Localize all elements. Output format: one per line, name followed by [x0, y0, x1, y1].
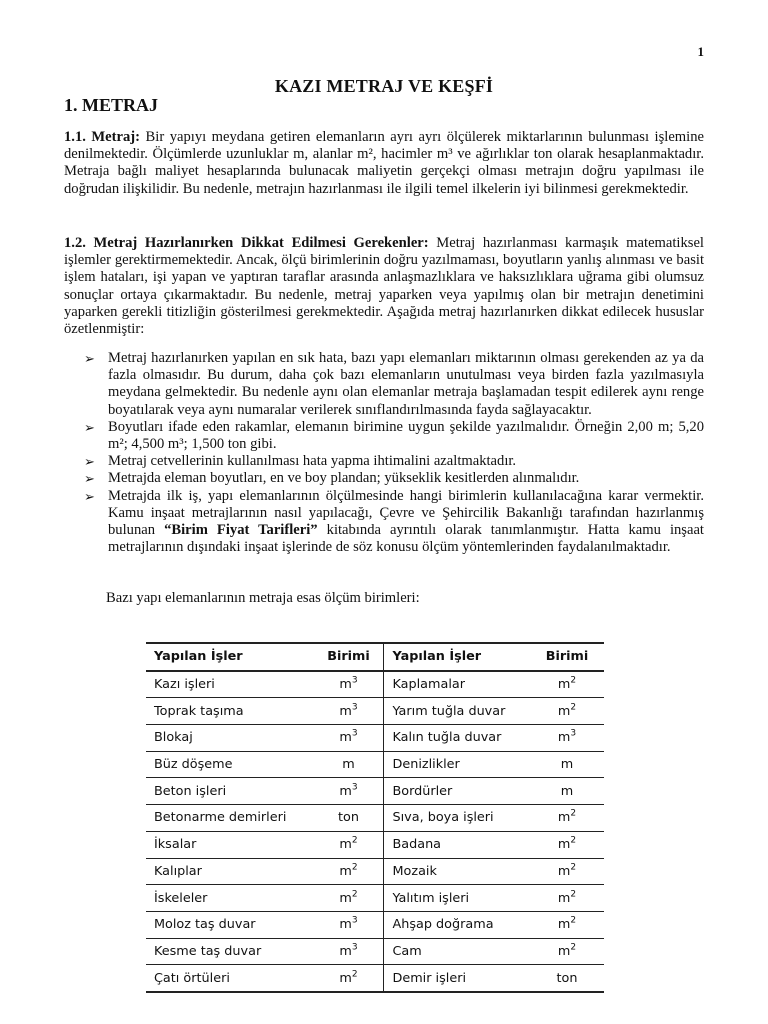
- work-unit: m: [313, 751, 384, 778]
- paragraph-considerations: [64, 235, 704, 338]
- list-item: [84, 453, 704, 470]
- work-unit: $m^2$: [313, 858, 384, 885]
- page-number: 1: [697, 44, 704, 59]
- column-header-works: Yapılan İşler: [384, 643, 530, 671]
- work-name: Mozaik: [384, 858, 530, 885]
- book-title: “Birim Fiyat Tarifleri”: [164, 522, 318, 539]
- work-name: Sıva, boya işleri: [384, 805, 530, 832]
- work-unit: $m^3$: [313, 911, 384, 938]
- work-name: İksalar: [146, 831, 313, 858]
- table-intro: Bazı yapı elemanlarının metraja esas ölçüm birimleri:: [106, 590, 420, 606]
- work-name: Toprak taşıma: [146, 698, 313, 725]
- work-unit: $m^2$: [313, 831, 384, 858]
- work-unit: $m^3$: [313, 778, 384, 805]
- paragraph-label: 1.1. Metraj:: [64, 129, 141, 145]
- work-unit: $m^3$: [313, 698, 384, 725]
- list-item: [84, 419, 704, 453]
- list-item-text: Boyutları ifade eden rakamlar, elemanın birimine uygun şekilde yazılmalıdır. Örneğin 2,00 m; 5,20 m²; 4,500 m³; 1,500 ton gibi.: [108, 418, 704, 453]
- list-item-text: Metraj cetvellerinin kullanılması hata yapma ihtimalini azaltmaktadır.: [108, 453, 517, 470]
- table-row: [146, 965, 604, 992]
- work-unit: $m^3$: [313, 725, 384, 752]
- work-name: Kalın tuğla duvar: [384, 725, 530, 752]
- section-heading: 1. METRAJ: [64, 95, 158, 115]
- paragraph-label: 1.2. Metraj Hazırlanırken Dikkat Edilmesi Gerekenler:: [64, 235, 429, 251]
- list-item-text: Metrajda eleman boyutları, en ve boy plandan; yükseklik kesitlerden alınmalıdır.: [108, 470, 580, 487]
- column-header-unit: Birimi: [313, 643, 384, 671]
- work-unit: ton: [530, 965, 604, 992]
- work-name: Badana: [384, 831, 530, 858]
- table-row: [146, 885, 604, 912]
- table-row: [146, 911, 604, 938]
- work-name: Kazı işleri: [146, 671, 313, 698]
- work-name: Çatı örtüleri: [146, 965, 313, 992]
- column-header-unit: Birimi: [530, 643, 604, 671]
- table-row: [146, 751, 604, 778]
- table-row: [146, 698, 604, 725]
- considerations-list: [84, 350, 704, 556]
- table-row: [146, 671, 604, 698]
- table-row: [146, 805, 604, 832]
- table-row: [146, 831, 604, 858]
- column-header-works: Yapılan İşler: [146, 643, 313, 671]
- work-unit: ton: [313, 805, 384, 832]
- work-name: Kesme taş duvar: [146, 938, 313, 965]
- work-unit: $m^2$: [530, 831, 604, 858]
- work-unit: $m^2$: [530, 858, 604, 885]
- work-name: Yalıtım işleri: [384, 885, 530, 912]
- document-title: KAZI METRAJ VE KEŞFİ: [274, 76, 494, 96]
- work-unit: $m^3$: [313, 938, 384, 965]
- paragraph-text: Bir yapıyı meydana getiren elemanların ayrı ayrı ölçülerek miktarlarının bulunması işlemine denilmektedir. Ölçümlerde uzunluklar m, alanlar m², hacimler m³ ve ağırlıklar ton olarak hesaplanmaktadır. Metraja bağlı maliyet hesaplarında bulunacak maliyetin gerçekçi olması metrajın doğru yapılması ile doğrudan ilişkilidir. Bu nedenle, metrajın hazırlanması ile ilgili temel ilkelerin iyi bilinmesi gerekmektedir.: [64, 129, 704, 197]
- paragraph-text: Metraj hazırlanması karmaşık matematiksel işlemler gerektirmemektedir. Ancak, ölçü birimlerinin doğru yazılmaması, boyutların yanlış alınması ve basit işlem hataları, işi yapan ve yaptıran taraflar arasında anlaşmazlıklara ve haksızlıklara uğrama gibi olumsuz sonuçlar ortaya çıkarmaktadır. Bu nedenle, metraj yaparken veya yapılmış olan bir metrajın denetimini yaparken gerekli titizliğin gösterilmesi gerekmektedir. Aşağıda metraj hazırlanırken dikkat edilecek hususlar özetlenmiştir:: [64, 235, 704, 338]
- work-name: Yarım tuğla duvar: [384, 698, 530, 725]
- work-name: Betonarme demirleri: [146, 805, 313, 832]
- work-name: Ahşap doğrama: [384, 911, 530, 938]
- work-unit: $m^2$: [530, 885, 604, 912]
- list-item-text: Metrajda ilk iş, yapı elemanlarının ölçülmesinde hangi birimlerin kullanılacağına karar vermektir. Kamu inşaat metrajlarının nasıl yapılacağı, Çevre ve Şehircilik Bakanlığı tarafından hazırlanmış bulunan: [108, 487, 704, 539]
- work-name: Moloz taş duvar: [146, 911, 313, 938]
- arrow-bullet-icon: ➢: [84, 351, 95, 366]
- work-name: Bordürler: [384, 778, 530, 805]
- arrow-bullet-icon: ➢: [84, 419, 95, 435]
- work-unit: $m^2$: [530, 671, 604, 698]
- work-name: Kaplamalar: [384, 671, 530, 698]
- list-item: [84, 470, 704, 487]
- table-row: [146, 858, 604, 885]
- work-name: Kalıplar: [146, 858, 313, 885]
- work-unit: $m^2$: [530, 938, 604, 965]
- work-unit: $m^3$: [313, 671, 384, 698]
- table-header-row: [146, 643, 604, 671]
- arrow-bullet-icon: ➢: [84, 488, 95, 504]
- work-unit: $m^3$: [530, 725, 604, 752]
- paragraph-metraj-definition: [64, 129, 704, 198]
- arrow-bullet-icon: ➢: [84, 454, 95, 470]
- work-name: İskeleler: [146, 885, 313, 912]
- work-name: Demir işleri: [384, 965, 530, 992]
- list-item-text: kitabında ayrıntılı olarak tanımlanmıştır. Hatta kamu inşaat metrajlarının dışındaki inşaat işlerinde de söz konusu ölçüm yöntemlerinden faydalanılmaktadır.: [108, 522, 704, 556]
- list-item: [84, 488, 704, 557]
- units-table: [146, 642, 604, 993]
- work-name: Cam: [384, 938, 530, 965]
- table-row: [146, 938, 604, 965]
- work-unit: $m^2$: [530, 698, 604, 725]
- work-name: Büz döşeme: [146, 751, 313, 778]
- work-name: Blokaj: [146, 725, 313, 752]
- table-row: [146, 778, 604, 805]
- work-unit: $m^2$: [530, 805, 604, 832]
- work-name: Beton işleri: [146, 778, 313, 805]
- list-item-text: Metraj hazırlanırken yapılan en sık hata, bazı yapı elemanları miktarının olması gerekenden az ya da fazla olmasıdır. Bu durum, daha çok bazı elemanların unutulması veya birden fazla yazılmasıyla meydana gelmektedir. Bu nedenle aynı olan elemanlar metraja başlamadan tespit edilerek aynı renge boyatılarak veya aynı numaralar verilerek sınıflandırılmasında fayda sağlayacaktır.: [108, 350, 704, 418]
- work-unit: $m^2$: [313, 885, 384, 912]
- work-unit: $m^2$: [530, 911, 604, 938]
- table-row: [146, 725, 604, 752]
- work-unit: $m^2$: [313, 965, 384, 992]
- work-unit: m: [530, 778, 604, 805]
- work-name: Denizlikler: [384, 751, 530, 778]
- work-unit: m: [530, 751, 604, 778]
- arrow-bullet-icon: ➢: [84, 471, 95, 487]
- list-item: [84, 350, 704, 419]
